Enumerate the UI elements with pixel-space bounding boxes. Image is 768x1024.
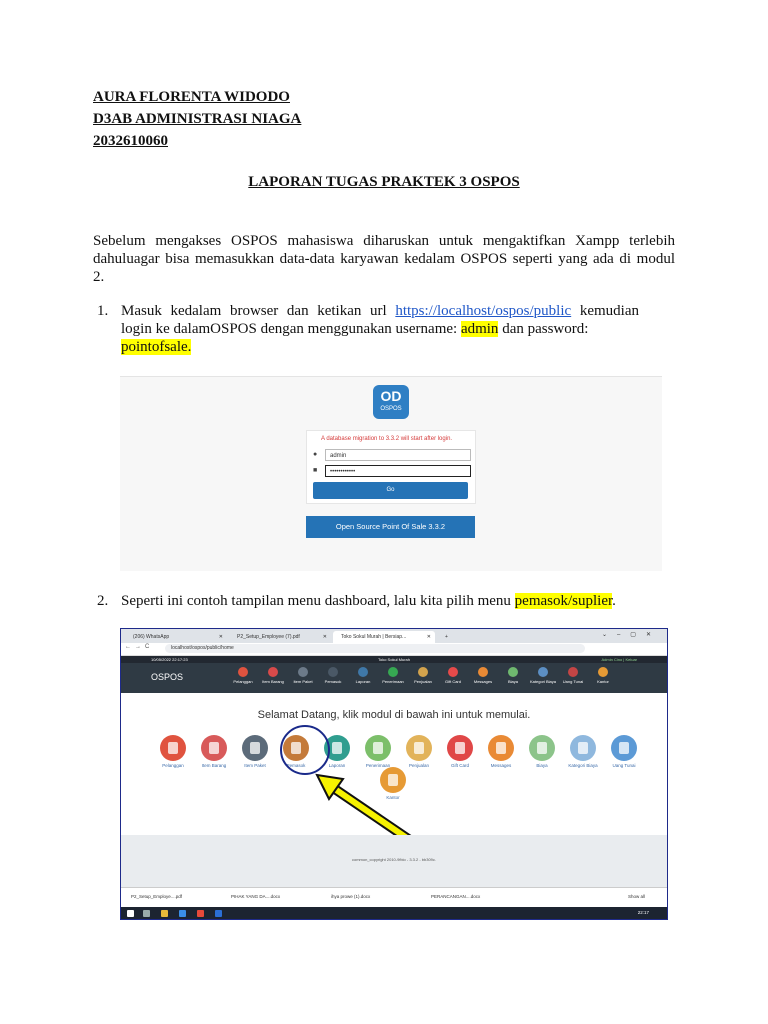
browser-tab[interactable]: P2_Setup_Employee (7).pdf ✕ (237, 634, 327, 640)
store-name: Toko Sokul Murah (377, 657, 410, 662)
download-bar (121, 887, 667, 908)
module-label: Laporan (328, 763, 346, 768)
nav-item-label: Uang Tunai (562, 679, 584, 684)
module-label: Pelanggan (162, 763, 184, 768)
nav-item-label: Penerimaan (382, 679, 404, 684)
ospos-logo (373, 385, 409, 419)
logo-text: OSPOS (380, 406, 402, 412)
intro-paragraph (93, 232, 675, 286)
step-1-text-a: Masuk kedalam browser dan ketikan url (121, 303, 396, 319)
download-item[interactable]: P2_Setup_Employe....pdf (131, 894, 183, 899)
nav-item-label: Item Barang (262, 679, 284, 684)
copyright-text: common_copyright 2010-9fbio - 3.3.2 - bb309c. (351, 857, 437, 862)
module-label: Pemasok (286, 763, 306, 768)
module-label: Uang Tunai (612, 763, 636, 768)
search-icon[interactable] (143, 910, 150, 917)
nav-item-label: Pemasok (324, 679, 342, 684)
intro-line-3: 2. (93, 269, 105, 285)
step-1-text-b: kemudian (571, 303, 639, 319)
password-highlight: pointofsale. (121, 339, 192, 355)
supplier-highlight: pemasok/suplier (514, 593, 613, 609)
report-title: LAPORAN TUGAS PRAKTEK 3 OSPOS (248, 174, 520, 190)
step-2-number: 2. (97, 593, 109, 609)
password-row (313, 465, 469, 479)
module-label: Penerimaan (365, 763, 391, 768)
module-label: Kategori Biaya (568, 763, 598, 768)
ospos-url-link[interactable]: https://localhost/ospos/public (395, 303, 572, 319)
window-controls[interactable]: ⌄–▢✕ (601, 632, 661, 638)
step-1-text (121, 302, 639, 356)
download-item[interactable]: PIHAK YANG DA....docx (231, 894, 281, 899)
username-input[interactable]: admin (325, 449, 471, 461)
download-item[interactable]: ihya prowe (1).docx (331, 894, 371, 899)
username-row (313, 449, 469, 463)
nav-item-label: Gift Card (444, 679, 461, 684)
welcome-message: Selamat Datang, klik modul di bawah ini untuk memulai. (257, 709, 531, 721)
nav-item-label: Item Paket (293, 679, 313, 684)
password-input[interactable]: •••••••••••• (325, 465, 471, 477)
datetime: 10/05/2022 22:17:23 (151, 657, 188, 662)
module-label: Penjualan (408, 763, 430, 768)
dashboard-screenshot (120, 628, 668, 920)
nav-item-label: Kantor (597, 679, 609, 684)
step-2-text (121, 592, 661, 610)
step-2-text-a: Seperti ini contoh tampilan menu dashboard, lalu kita pilih menu (121, 593, 515, 609)
nav-buttons[interactable]: ←→C (125, 644, 154, 650)
intro-line-2: dahuluagar bisa memasukkan data-data karyawan kedalam OSPOS seperti yang ada di modul (93, 251, 675, 267)
module-label: Item Barang (201, 763, 227, 768)
folder-icon[interactable] (161, 910, 168, 917)
module-label: Kantor (386, 795, 400, 800)
browser-tab-active[interactable]: Toko Sokul Murah | Bersiap... ✕ (333, 631, 435, 643)
start-icon[interactable] (127, 910, 134, 917)
step-2-text-b: . (612, 593, 616, 609)
intro-line-1: Sebelum mengakses OSPOS mahasiswa diharuskan untuk mengaktifkan Xampp terlebih (93, 233, 675, 249)
word-icon[interactable] (215, 910, 222, 917)
user-logout[interactable]: Admin Cino | Keluar (601, 657, 637, 662)
program-name: D3AB ADMINISTRASI NIAGA (93, 111, 302, 127)
nav-item-label: Penjualan (414, 679, 432, 684)
nav-item-label: Messages (473, 679, 493, 684)
username-highlight: admin (460, 321, 499, 337)
step-1-text-c: login ke dalamOSPOS dengan menggunakan username: (121, 321, 461, 337)
edge-icon[interactable] (179, 910, 186, 917)
author-name: AURA FLORENTA WIDODO (93, 89, 290, 105)
lock-icon: ■ (313, 467, 318, 474)
logo-mark: OD (380, 388, 402, 404)
module-label: Item Paket (244, 763, 266, 768)
nav-item-label: Laporan (355, 679, 371, 684)
new-tab-icon[interactable]: + (445, 634, 448, 640)
chrome-icon[interactable] (197, 910, 204, 917)
go-button[interactable]: Go (313, 482, 468, 499)
module-label: Biaya (536, 763, 548, 768)
login-screenshot (120, 376, 662, 571)
module-label: Gift Card (450, 763, 469, 768)
user-icon: ● (313, 451, 318, 458)
migration-warning: A database migration to 3.3.2 will start after login. (321, 436, 453, 442)
nav-item-label: Pelanggan (233, 679, 253, 684)
show-all-button[interactable]: Show all (627, 894, 645, 899)
version-banner[interactable]: Open Source Point Of Sale 3.3.2 (306, 516, 475, 538)
step-1-number: 1. (97, 303, 109, 319)
nav-item-label: Kategori Biaya (529, 679, 556, 684)
windows-taskbar (121, 907, 667, 920)
browser-tab[interactable]: (206) WhatsApp ✕ (133, 634, 223, 640)
ospos-brand[interactable]: OSPOS (151, 672, 184, 682)
download-item[interactable]: PERANCANGAN....docx (431, 894, 481, 899)
student-id: 2032610060 (93, 133, 168, 149)
step-1-text-d: dan password: (498, 321, 589, 337)
url-field[interactable]: localhost/ospos/public/home (165, 644, 585, 653)
module-label: Messages (490, 763, 512, 768)
nav-item-label: Biaya (507, 679, 518, 684)
taskbar-clock: 22:17 (637, 910, 649, 915)
